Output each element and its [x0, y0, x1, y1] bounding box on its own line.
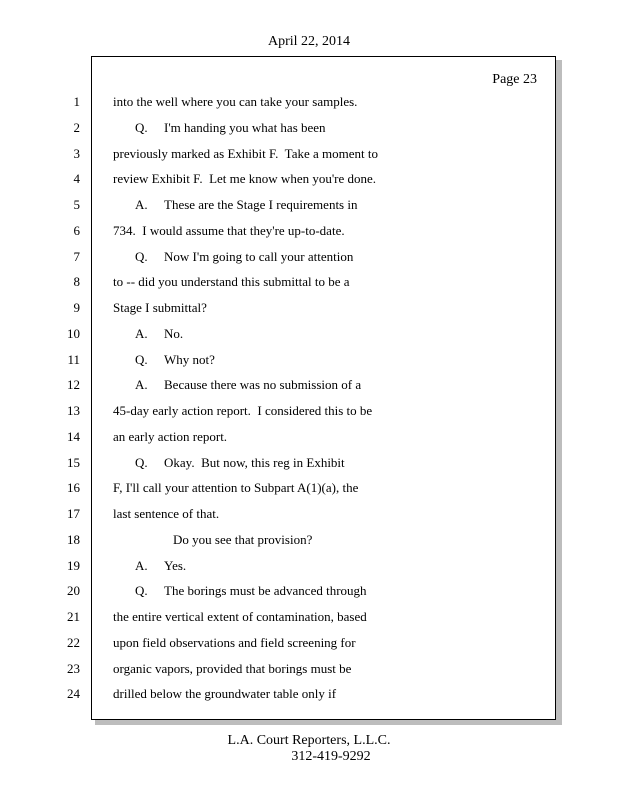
line-content: to -- did you understand this submittal to be a — [113, 274, 350, 289]
line-content: 734. I would assume that they're up-to-date. — [113, 223, 345, 238]
transcript-line — [135, 583, 367, 599]
line-number: 14 — [67, 429, 80, 444]
speaker-label: Q. — [135, 120, 148, 135]
transcript-line — [113, 429, 227, 445]
transcript-line — [135, 455, 345, 471]
line-content: upon field observations and field screening for — [113, 635, 356, 650]
line-number: 22 — [67, 635, 80, 650]
speaker-label: A. — [135, 326, 148, 341]
transcript-line — [113, 506, 219, 522]
line-content: The borings must be advanced through — [164, 583, 367, 598]
line-content: previously marked as Exhibit F. Take a moment to — [113, 146, 378, 161]
line-content: F, I'll call your attention to Subpart A(1)(a), the — [113, 480, 359, 495]
line-number: 16 — [67, 480, 80, 495]
transcript-line — [113, 94, 357, 110]
line-content: 45-day early action report. I considered this to be — [113, 403, 373, 418]
line-content: Stage I submittal? — [113, 300, 207, 315]
transcript-line — [135, 197, 357, 213]
date-header: April 22, 2014 — [267, 34, 351, 49]
page-number: Page 23 — [492, 72, 537, 87]
footer-company: L.A. Court Reporters, L.L.C. — [227, 733, 391, 748]
line-content: organic vapors, provided that borings must be — [113, 661, 352, 676]
line-content: drilled below the groundwater table only if — [113, 686, 337, 701]
line-number: 12 — [67, 377, 80, 392]
line-number: 15 — [67, 455, 80, 470]
transcript-line — [113, 300, 207, 316]
speaker-label: Q. — [135, 583, 148, 598]
line-content: These are the Stage I requirements in — [164, 197, 358, 212]
footer — [0, 733, 618, 765]
line-number: 10 — [67, 326, 80, 341]
transcript-line — [113, 609, 367, 625]
line-number: 4 — [73, 171, 80, 186]
footer-phone: 312-419-9292 — [291, 749, 371, 764]
line-number: 23 — [67, 661, 80, 676]
line-content: I'm handing you what has been — [164, 120, 326, 135]
line-number: 1 — [73, 94, 80, 109]
transcript-line — [113, 403, 372, 419]
transcript-line — [135, 352, 215, 368]
line-number: 11 — [67, 352, 80, 367]
transcript-line — [135, 558, 186, 574]
line-number: 20 — [67, 583, 80, 598]
transcript-line — [113, 223, 345, 239]
speaker-label: A. — [135, 377, 148, 392]
transcript-line — [113, 635, 356, 651]
line-number: 5 — [73, 197, 80, 212]
speaker-label: A. — [135, 558, 148, 573]
line-number: 3 — [73, 146, 80, 161]
transcript-line — [135, 326, 183, 342]
line-content: an early action report. — [113, 429, 228, 444]
line-number: 21 — [67, 609, 80, 624]
line-number: 8 — [73, 274, 80, 289]
line-content: the entire vertical extent of contamination, based — [113, 609, 367, 624]
transcript-line — [113, 480, 358, 496]
line-number: 9 — [73, 300, 80, 315]
line-number: 18 — [67, 532, 80, 547]
speaker-label: Q. — [135, 249, 148, 264]
transcript-line — [113, 686, 336, 702]
transcript-line — [135, 120, 326, 136]
speaker-label: A. — [135, 197, 148, 212]
line-content: Okay. But now, this reg in Exhibit — [164, 455, 345, 470]
line-number: 19 — [67, 558, 80, 573]
transcript-line — [135, 377, 361, 393]
speaker-label: Q. — [135, 455, 148, 470]
transcript-line — [113, 146, 378, 162]
line-number: 2 — [73, 120, 80, 135]
line-content: Because there was no submission of a — [164, 377, 362, 392]
line-content: last sentence of that. — [113, 506, 220, 521]
transcript-line — [173, 532, 312, 548]
line-number: 7 — [73, 249, 80, 264]
transcript-line — [135, 249, 353, 265]
line-number: 13 — [67, 403, 80, 418]
transcript-line — [113, 171, 376, 187]
transcript-line — [113, 274, 350, 290]
line-content: Yes. — [164, 558, 187, 573]
line-number: 17 — [67, 506, 80, 521]
line-number: 24 — [67, 686, 80, 701]
line-content: Do you see that provision? — [173, 532, 313, 547]
line-content: into the well where you can take your samples. — [113, 94, 358, 109]
line-number: 6 — [73, 223, 80, 238]
line-content: Why not? — [164, 352, 215, 367]
line-content: review Exhibit F. Let me know when you're done. — [113, 171, 377, 186]
line-content: Now I'm going to call your attention — [164, 249, 354, 264]
speaker-label: Q. — [135, 352, 148, 367]
line-content: No. — [164, 326, 184, 341]
transcript-line — [113, 661, 351, 677]
